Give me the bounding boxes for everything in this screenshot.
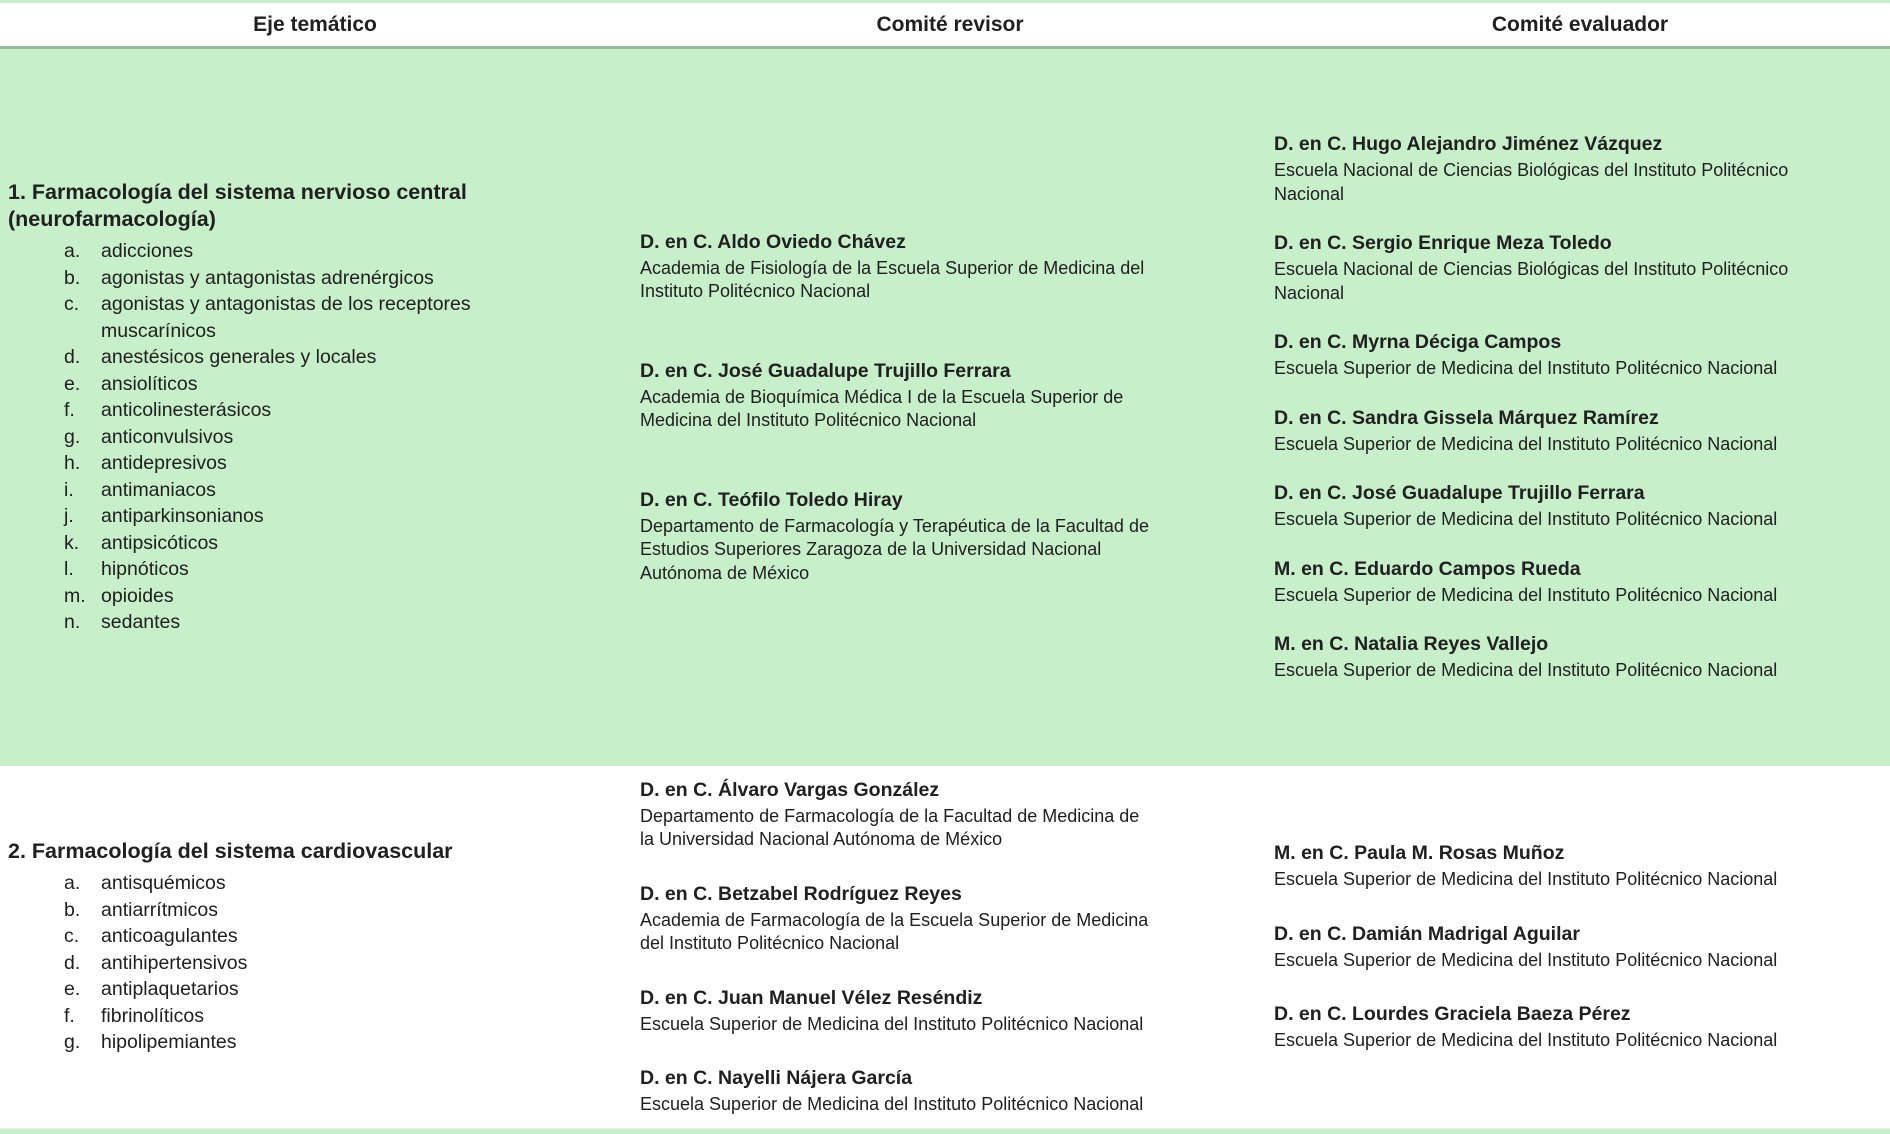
revisor-cell-1 [630,49,1270,766]
column-header-comite-revisor: Comité revisor [876,12,1024,36]
list-item-text: antisquémicos [101,872,226,895]
member-name: D. en C. José Guadalupe Trujillo Ferrara [1274,482,1645,505]
member-name: D. en C. José Guadalupe Trujillo Ferrara [640,359,1011,382]
topic-list-2 [8,870,562,1056]
committee-member [1274,557,1790,608]
member-name: D. en C. Aldo Oviedo Chávez [640,230,906,253]
topic-list-item [64,556,562,583]
list-item-text: antiparkinsonianos [101,505,264,528]
table-row-cardiovascular [0,766,1890,1128]
topic-title-2: 2. Farmacología del sistema cardiovascular [8,839,453,864]
topic-list-item [64,870,562,897]
list-item-marker: g. [64,1031,81,1054]
list-item-text: antidepresivos [101,452,227,475]
topic-list-1 [8,238,562,636]
table-header-row [0,3,1890,49]
next-row-green-strip [0,1128,1890,1134]
member-affiliation: Escuela Superior de Medicina del Instituto Politécnico Nacional [1274,509,1778,530]
list-item-text: antimaniacos [101,478,216,501]
member-affiliation: Departamento de Farmacología y Terapéutica de la Facultad de Estudios Superiores Zaragoza de la Universidad Nacional Autónoma de México [640,515,1149,583]
table-row-neurofarmacologia [0,49,1890,766]
topic-list-item [64,530,562,557]
member-name: D. en C. Damián Madrigal Aguilar [1274,922,1580,945]
list-item-marker: c. [64,925,80,948]
member-name: D. en C. Hugo Alejandro Jiménez Vázquez [1274,133,1663,156]
member-affiliation: Escuela Superior de Medicina del Instituto Politécnico Nacional [1274,584,1778,605]
committee-member [640,778,1150,852]
member-affiliation: Departamento de Farmacología de la Facultad de Medicina de la Universidad Nacional Autónoma de México [640,805,1140,849]
member-name: D. en C. Betzabel Rodríguez Reyes [640,882,962,905]
list-item-text: antipsicóticos [101,531,219,554]
column-header-eje-tematico: Eje temático [253,12,377,36]
list-item-marker: c. [64,293,80,316]
list-item-marker: m. [64,584,86,607]
topic-list-item [64,265,562,292]
list-item-text: agonistas y antagonistas adrenérgicos [101,266,434,289]
list-item-marker: b. [64,266,81,289]
list-item-marker: b. [64,898,81,921]
list-item-text: anticonvulsivos [101,425,234,448]
topic-cell-2 [0,766,630,1128]
topic-list-item [64,609,562,636]
topic-list-item [64,424,562,451]
topic-list-item [64,397,562,424]
member-affiliation: Escuela Superior de Medicina del Instituto Politécnico Nacional [1274,358,1778,379]
list-item-marker: a. [64,872,81,895]
committee-member [1274,632,1790,683]
committee-member [1274,1002,1790,1053]
list-item-marker: f. [64,399,75,422]
list-item-text: anticolinesterásicos [101,399,272,422]
member-affiliation: Academia de Farmacología de la Escuela Superior de Medicina del Instituto Politécnico Nacional [640,909,1149,953]
list-item-text: hipnóticos [101,558,189,581]
member-name: D. en C. Sandra Gissela Márquez Ramírez [1274,406,1659,429]
list-item-marker: k. [64,531,80,554]
committee-member [1274,481,1790,532]
list-item-text: anestésicos generales y locales [101,346,377,369]
topic-list-item [64,503,562,530]
committee-member [640,359,1150,433]
committee-member [640,230,1150,304]
committee-member [1274,330,1790,381]
list-item-text: hipolipemiantes [101,1031,237,1054]
list-item-text: antiplaquetarios [101,978,239,1001]
topic-list-item [64,477,562,504]
list-item-text: sedantes [101,611,181,634]
member-name: D. en C. Nayelli Nájera García [640,1067,913,1089]
member-affiliation: Escuela Superior de Medicina del Instituto Politécnico Nacional [1274,949,1778,970]
revisor-cell-2 [630,766,1270,1128]
committee-member [640,488,1150,586]
list-item-marker: d. [64,346,81,369]
list-item-marker: f. [64,1004,75,1027]
committee-member [1274,406,1790,457]
member-affiliation: Escuela Superior de Medicina del Instituto Politécnico Nacional [1274,660,1778,681]
committee-member [640,986,1150,1037]
topic-title-1: 1. Farmacología del sistema nervioso central (neurofarmacología) [8,180,467,232]
topic-list-item [64,291,562,344]
topic-list-item [64,450,562,477]
list-item-text: antiarrítmicos [101,898,219,921]
list-item-text: ansiolíticos [101,372,198,395]
committee-member [1274,132,1790,206]
member-name: M. en C. Eduardo Campos Rueda [1274,557,1581,580]
topic-list-item [64,1029,562,1056]
member-affiliation: Escuela Nacional de Ciencias Biológicas del Instituto Politécnico Nacional [1274,259,1789,303]
topic-list-item [64,950,562,977]
column-header-comite-evaluador: Comité evaluador [1491,12,1669,36]
topic-list-item [64,897,562,924]
member-affiliation: Escuela Superior de Medicina del Instituto Politécnico Nacional [1274,869,1778,890]
list-item-text: agonistas y antagonistas de los receptores muscarínicos [101,293,471,342]
list-item-text: fibrinolíticos [101,1004,204,1027]
list-item-marker: g. [64,425,81,448]
topic-list-item [64,238,562,265]
member-affiliation: Academia de Fisiología de la Escuela Superior de Medicina del Instituto Politécnico Nacional [640,257,1145,302]
member-name: D. en C. Lourdes Graciela Baeza Pérez [1274,1003,1631,1026]
list-item-marker: j. [64,505,74,528]
member-name: M. en C. Paula M. Rosas Muñoz [1274,842,1565,865]
list-item-marker: a. [64,240,81,263]
list-item-text: anticoagulantes [101,925,238,948]
topic-cell-1 [0,49,630,766]
member-name: D. en C. Myrna Déciga Campos [1274,331,1562,354]
committee-member [1274,841,1790,892]
committee-member [640,1066,1150,1117]
list-item-marker: d. [64,951,81,974]
list-item-marker: n. [64,611,81,634]
member-name: M. en C. Natalia Reyes Vallejo [1274,633,1549,656]
topic-list-item [64,976,562,1003]
topic-list-item [64,371,562,398]
member-affiliation: Escuela Superior de Medicina del Instituto Politécnico Nacional [1274,433,1778,454]
topic-list-item [64,923,562,950]
member-affiliation: Escuela Nacional de Ciencias Biológicas del Instituto Politécnico Nacional [1274,160,1789,204]
list-item-text: antihipertensivos [101,951,248,974]
member-affiliation: Escuela Superior de Medicina del Instituto Politécnico Nacional [640,1013,1144,1034]
committee-member [1274,231,1790,305]
evaluador-cell-1 [1270,49,1890,766]
committee-member [640,882,1150,956]
committee-member [1274,922,1790,973]
list-item-marker: h. [64,452,81,475]
member-affiliation: Academia de Bioquímica Médica I de la Escuela Superior de Medicina del Instituto Politécnico Nacional [640,386,1124,431]
list-item-marker: l. [64,558,74,581]
topic-list-item [64,583,562,610]
topic-list-item [64,344,562,371]
list-item-text: opioides [101,584,174,607]
member-affiliation: Escuela Superior de Medicina del Instituto Politécnico Nacional [1274,1030,1778,1051]
member-affiliation: Escuela Superior de Medicina del Instituto Politécnico Nacional [640,1094,1144,1114]
member-name: D. en C. Álvaro Vargas González [640,778,940,801]
evaluador-cell-2 [1270,766,1890,1128]
topic-list-item [64,1003,562,1030]
list-item-marker: i. [64,478,74,501]
member-name: D. en C. Sergio Enrique Meza Toledo [1274,232,1612,255]
list-item-text: adicciones [101,240,194,263]
list-item-marker: e. [64,372,81,395]
member-name: D. en C. Juan Manuel Vélez Reséndiz [640,986,983,1009]
member-name: D. en C. Teófilo Toledo Hiray [640,488,903,511]
list-item-marker: e. [64,978,81,1001]
